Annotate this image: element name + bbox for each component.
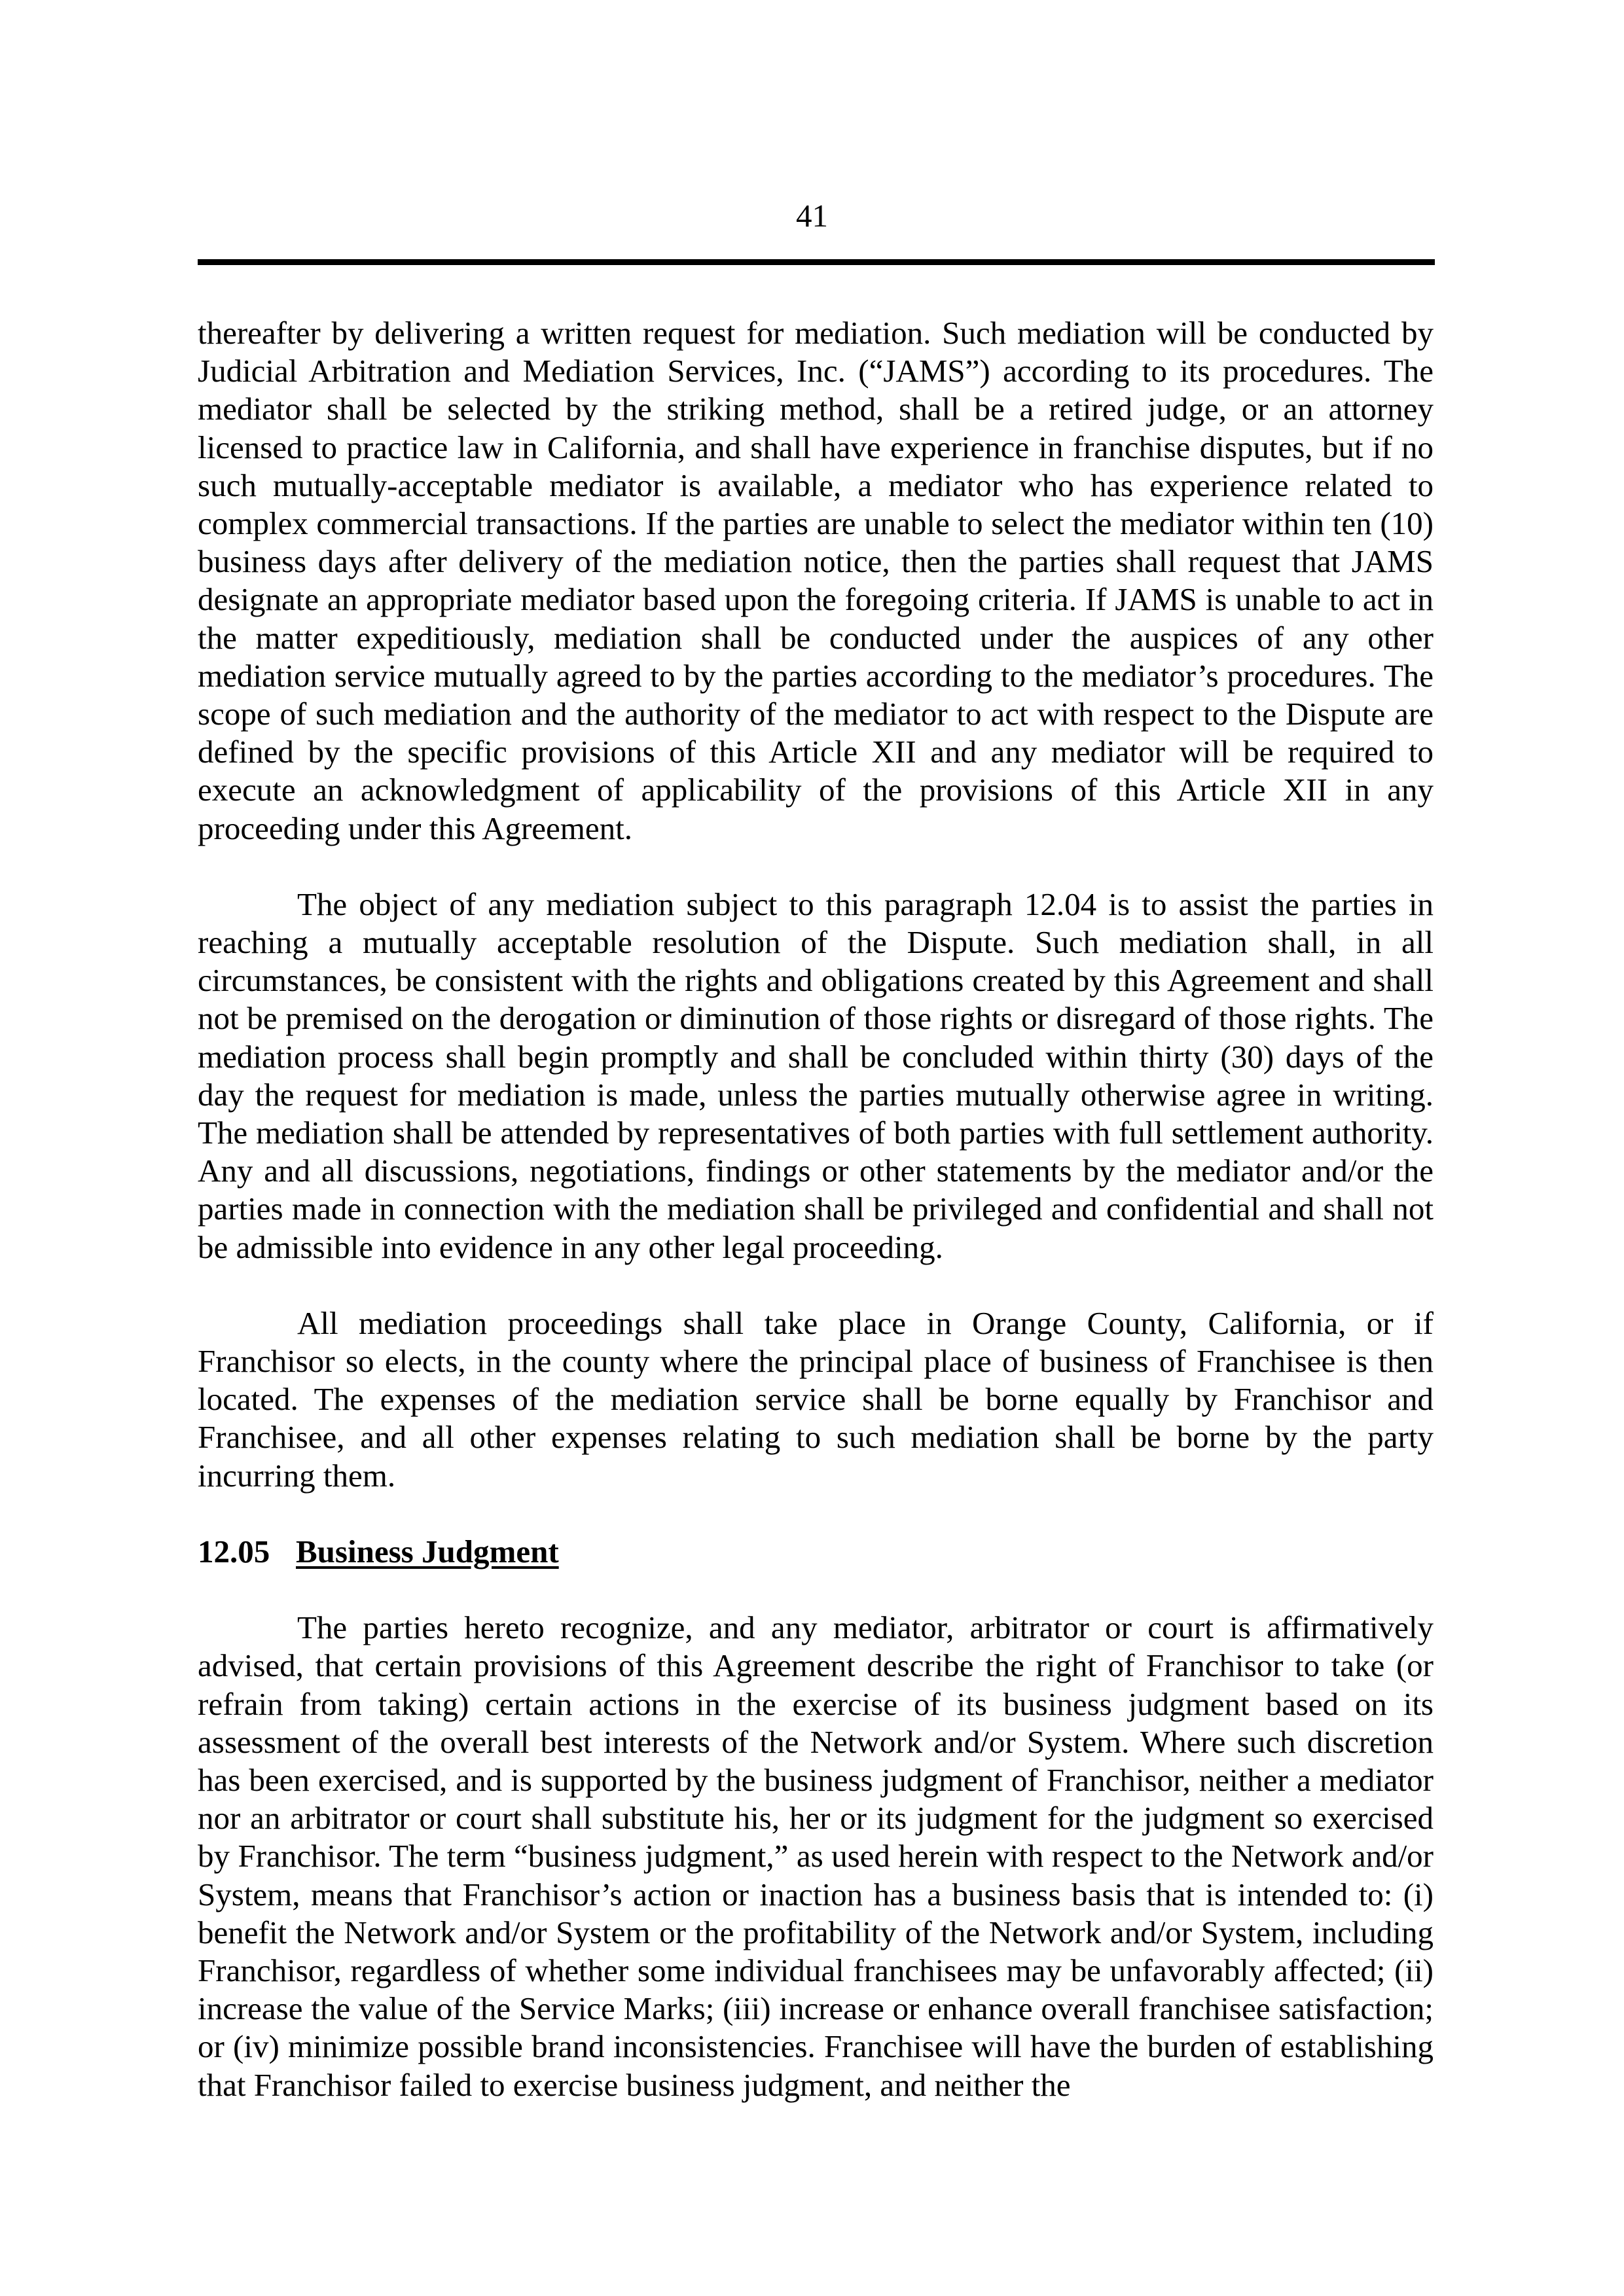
section-heading: [198, 1533, 1434, 1571]
page-number: 41: [796, 198, 828, 234]
section-number: 12.05: [198, 1533, 270, 1570]
document-body: [198, 314, 1434, 2142]
section-title: Business Judgment: [296, 1533, 559, 1570]
header-divider: [198, 259, 1435, 265]
paragraph-mediation-object: The object of any mediation subject to this paragraph 12.04 is to assist the parties in reaching a mutually acceptable resolution of the Dispute. Such mediation shall, in all circumstances, be consistent with the rights and obligations created by this Agreement and shall not be premised on the derogation or diminution of those rights or disregard of those rights. The mediation process shall begin promptly and shall be concluded within thirty (30) days of the day the request for mediation is made, unless the parties mutually otherwise agree in writing. The mediation shall be attended by representatives of both parties with full settlement authority. Any and all discussions, negotiations, findings or other statements by the mediator and/or the parties made in connection with the mediation shall be privileged and confidential and shall not be admissible into evidence in any other legal proceeding.: [198, 886, 1434, 1265]
paragraph-mediation-location: All mediation proceedings shall take place in Orange County, California, or if Franchisor so elects, in the county where the principal place of business of Franchisee is then located. The expenses of the mediation service shall be borne equally by Franchisor and Franchisee, and all other expenses relating to such mediation shall be borne by the party incurring them.: [198, 1304, 1434, 1494]
paragraph-business-judgment: The parties hereto recognize, and any mediator, arbitrator or court is affirmatively advised, that certain provisions of this Agreement describe the right of Franchisor to take (or refrain from taking) certain actions in the exercise of its business judgment based on its assessment of the overall best interests of the Network and/or System. Where such discretion has been exercised, and is supported by the business judgment of Franchisor, neither a mediator nor an arbitrator or court shall substitute his, her or its judgment for the judgment so exercised by Franchisor. The term “business judgment,” as used herein with respect to the Network and/or System, means that Franchisor’s action or inaction has a business basis that is intended to: (i) benefit the Network and/or System or the profitability of the Network and/or System, including Franchisor, regardless of whether some individual franchisees may be unfavorably affected; (ii) increase the value of the Service Marks; (iii) increase or enhance overall franchisee satisfaction; or (iv) minimize possible brand inconsistencies. Franchisee will have the burden of establishing that Franchisor failed to exercise business judgment, and neither the: [198, 1609, 1434, 2103]
paragraph-mediation-request: thereafter by delivering a written request for mediation. Such mediation will be conducted by Judicial Arbitration and Mediation Services, Inc. (“JAMS”) according to its procedures. The mediator shall be selected by the striking method, shall be a retired judge, or an attorney licensed to practice law in California, and shall have experience in franchise disputes, but if no such mutually-acceptable mediator is available, a mediator who has experience related to complex commercial transactions. If the parties are unable to select the mediator within ten (10) business days after delivery of the mediation notice, then the parties shall request that JAMS designate an appropriate mediator based upon the foregoing criteria. If JAMS is unable to act in the matter expeditiously, mediation shall be conducted under the auspices of any other mediation service mutually agreed to by the parties according to the mediator’s procedures. The scope of such mediation and the authority of the mediator to act with respect to the Dispute are defined by the specific provisions of this Article XII and any mediator will be required to execute an acknowledgment of applicability of the provisions of this Article XII in any proceeding under this Agreement.: [198, 315, 1434, 846]
